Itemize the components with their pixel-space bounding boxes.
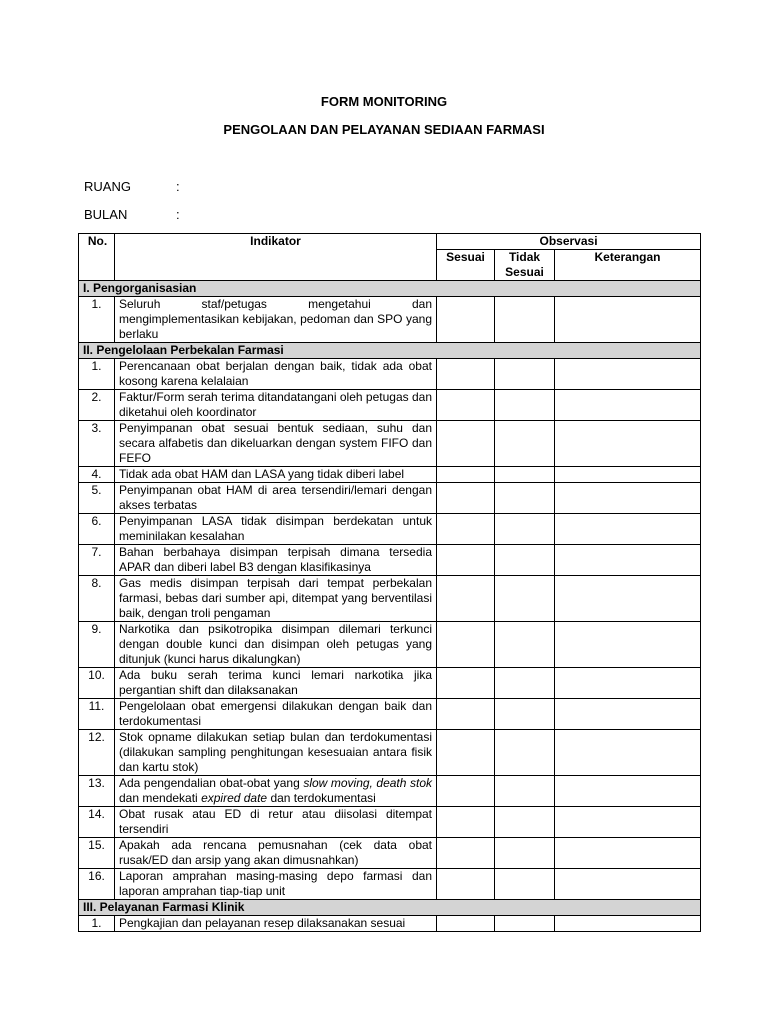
table-row — [79, 622, 701, 668]
cell-tidak-sesuai[interactable] — [495, 421, 555, 467]
table-body — [79, 281, 701, 932]
table-row — [79, 359, 701, 390]
cell-keterangan[interactable] — [555, 699, 701, 730]
section-title: II. Pengelolaan Perbekalan Farmasi — [79, 343, 701, 359]
row-number: 13. — [79, 776, 115, 807]
cell-keterangan[interactable] — [555, 514, 701, 545]
header-tidak-sesuai — [495, 250, 555, 281]
header-no: No. — [79, 234, 115, 281]
cell-keterangan[interactable] — [555, 390, 701, 421]
row-indikator: Penyimpanan obat HAM di area tersendiri/lemari dengan akses terbatas — [115, 483, 437, 514]
indikator-text-part: Ada pengendalian obat-obat yang — [119, 776, 304, 790]
cell-keterangan[interactable] — [555, 622, 701, 668]
row-indikator: Seluruh staf/petugas mengetahui dan mengimplementasikan kebijakan, pedoman dan SPO yang berlaku — [115, 297, 437, 343]
cell-keterangan[interactable] — [555, 297, 701, 343]
cell-tidak-sesuai[interactable] — [495, 916, 555, 932]
row-indikator: Laporan amprahan masing-masing depo farmasi dan laporan amprahan tiap-tiap unit — [115, 869, 437, 900]
table-row — [79, 297, 701, 343]
cell-tidak-sesuai[interactable] — [495, 699, 555, 730]
row-number: 10. — [79, 668, 115, 699]
cell-sesuai[interactable] — [437, 576, 495, 622]
row-indikator: Penyimpanan obat sesuai bentuk sediaan, suhu dan secara alfabetis dan dikeluarkan dengan system FIFO dan FEFO — [115, 421, 437, 467]
row-indikator: Pengkajian dan pelayanan resep dilaksanakan sesuai — [115, 916, 437, 932]
cell-keterangan[interactable] — [555, 483, 701, 514]
table-row — [79, 869, 701, 900]
row-number: 8. — [79, 576, 115, 622]
indikator-text-part: expired date — [201, 791, 268, 805]
row-indikator: Obat rusak atau ED di retur atau diisolasi ditempat tersendiri — [115, 807, 437, 838]
form-subtitle: PENGOLAAN DAN PELAYANAN SEDIAAN FARMASI — [223, 122, 545, 137]
cell-tidak-sesuai[interactable] — [495, 390, 555, 421]
cell-sesuai[interactable] — [437, 838, 495, 869]
table-row — [79, 916, 701, 932]
cell-keterangan[interactable] — [555, 730, 701, 776]
cell-tidak-sesuai[interactable] — [495, 838, 555, 869]
row-number: 4. — [79, 467, 115, 483]
field-ruang — [84, 179, 180, 194]
cell-keterangan[interactable] — [555, 421, 701, 467]
section-header-row — [79, 900, 701, 916]
section-header-row — [79, 343, 701, 359]
table-row — [79, 390, 701, 421]
table-row — [79, 838, 701, 869]
cell-keterangan[interactable] — [555, 467, 701, 483]
cell-tidak-sesuai[interactable] — [495, 576, 555, 622]
monitoring-table — [78, 233, 701, 932]
row-number: 14. — [79, 807, 115, 838]
field-separator: : — [176, 179, 180, 194]
cell-tidak-sesuai[interactable] — [495, 467, 555, 483]
row-indikator: Bahan berbahaya disimpan terpisah dimana tersedia APAR dan diberi label B3 dengan klasifikasinya — [115, 545, 437, 576]
cell-sesuai[interactable] — [437, 514, 495, 545]
row-indikator: Apakah ada rencana pemusnahan (cek data obat rusak/ED dan arsip yang akan dimusnahkan) — [115, 838, 437, 869]
row-indikator: Gas medis disimpan terpisah dari tempat perbekalan farmasi, bebas dari sumber api, ditempat yang berventilasi baik, dengan troli pengaman — [115, 576, 437, 622]
cell-tidak-sesuai[interactable] — [495, 807, 555, 838]
row-number: 7. — [79, 545, 115, 576]
header-keterangan: Keterangan — [555, 250, 701, 281]
cell-sesuai[interactable] — [437, 297, 495, 343]
header-observasi: Observasi — [437, 234, 701, 250]
cell-sesuai[interactable] — [437, 359, 495, 390]
cell-tidak-sesuai[interactable] — [495, 545, 555, 576]
cell-sesuai[interactable] — [437, 390, 495, 421]
cell-sesuai[interactable] — [437, 916, 495, 932]
cell-tidak-sesuai[interactable] — [495, 297, 555, 343]
section-header-row — [79, 281, 701, 297]
row-number: 15. — [79, 838, 115, 869]
table-row — [79, 576, 701, 622]
header-sesuai: Sesuai — [437, 250, 495, 281]
row-indikator: Faktur/Form serah terima ditandatangani oleh petugas dan diketahui oleh koordinator — [115, 390, 437, 421]
cell-tidak-sesuai[interactable] — [495, 483, 555, 514]
cell-sesuai[interactable] — [437, 421, 495, 467]
row-indikator: Stok opname dilakukan setiap bulan dan terdokumentasi (dilakukan sampling penghitungan kesesuaian antara fisik dan kartu stok) — [115, 730, 437, 776]
cell-tidak-sesuai[interactable] — [495, 668, 555, 699]
cell-keterangan[interactable] — [555, 545, 701, 576]
cell-sesuai[interactable] — [437, 668, 495, 699]
cell-tidak-sesuai[interactable] — [495, 730, 555, 776]
indikator-text-part: dan mendekati — [119, 791, 202, 805]
row-number: 12. — [79, 730, 115, 776]
row-number: 1. — [79, 297, 115, 343]
cell-sesuai[interactable] — [437, 622, 495, 668]
cell-keterangan[interactable] — [555, 359, 701, 390]
cell-sesuai[interactable] — [437, 807, 495, 838]
table-row — [79, 514, 701, 545]
cell-keterangan[interactable] — [555, 869, 701, 900]
table-row — [79, 776, 701, 807]
cell-tidak-sesuai[interactable] — [495, 514, 555, 545]
cell-keterangan[interactable] — [555, 668, 701, 699]
row-number: 1. — [79, 359, 115, 390]
row-indikator: Penyimpanan LASA tidak disimpan berdekatan untuk meminilakan kesalahan — [115, 514, 437, 545]
row-indikator: Ada buku serah terima kunci lemari narkotika jika pergantian shift dan dilaksanakan — [115, 668, 437, 699]
cell-sesuai[interactable] — [437, 776, 495, 807]
indikator-text-part: slow moving, death stok — [303, 776, 432, 790]
cell-keterangan[interactable] — [555, 776, 701, 807]
cell-tidak-sesuai[interactable] — [495, 622, 555, 668]
row-number: 11. — [79, 699, 115, 730]
row-indikator: Narkotika dan psikotropika disimpan dilemari terkunci dengan double kunci dan disimpan oleh petugas yang ditunjuk (kunci harus dikalungkan) — [115, 622, 437, 668]
row-indikator: Perencanaan obat berjalan dengan baik, tidak ada obat kosong karena kelalaian — [115, 359, 437, 390]
row-number: 1. — [79, 916, 115, 932]
table-row — [79, 467, 701, 483]
row-number: 2. — [79, 390, 115, 421]
cell-sesuai[interactable] — [437, 483, 495, 514]
table-row — [79, 668, 701, 699]
row-indikator: Pengelolaan obat emergensi dilakukan dengan baik dan terdokumentasi — [115, 699, 437, 730]
cell-tidak-sesuai[interactable] — [495, 869, 555, 900]
field-label: RUANG — [84, 179, 131, 194]
field-bulan — [84, 207, 180, 222]
table-row — [79, 483, 701, 514]
table-row — [79, 421, 701, 467]
cell-sesuai[interactable] — [437, 545, 495, 576]
cell-keterangan[interactable] — [555, 807, 701, 838]
cell-sesuai[interactable] — [437, 869, 495, 900]
row-number: 16. — [79, 869, 115, 900]
field-separator: : — [176, 207, 180, 222]
row-indikator — [115, 776, 437, 807]
section-title: III. Pelayanan Farmasi Klinik — [79, 900, 701, 916]
table-row — [79, 730, 701, 776]
cell-keterangan[interactable] — [555, 916, 701, 932]
cell-keterangan[interactable] — [555, 838, 701, 869]
row-number: 3. — [79, 421, 115, 467]
indikator-text-part: dan terdokumentasi — [267, 791, 376, 805]
form-title: FORM MONITORING — [320, 94, 448, 109]
row-number: 5. — [79, 483, 115, 514]
header-tidak-line1: Tidak — [508, 250, 541, 264]
table-row — [79, 545, 701, 576]
cell-tidak-sesuai[interactable] — [495, 776, 555, 807]
cell-tidak-sesuai[interactable] — [495, 359, 555, 390]
table-row — [79, 699, 701, 730]
section-title: I. Pengorganisasian — [79, 281, 701, 297]
row-number: 6. — [79, 514, 115, 545]
field-label: BULAN — [84, 207, 128, 222]
header-indikator: Indikator — [115, 234, 437, 281]
table-row — [79, 807, 701, 838]
cell-sesuai[interactable] — [437, 467, 495, 483]
cell-sesuai[interactable] — [437, 730, 495, 776]
cell-keterangan[interactable] — [555, 576, 701, 622]
header-tidak-line2: Sesuai — [505, 265, 544, 279]
cell-sesuai[interactable] — [437, 699, 495, 730]
row-number: 9. — [79, 622, 115, 668]
row-indikator: Tidak ada obat HAM dan LASA yang tidak diberi label — [115, 467, 437, 483]
